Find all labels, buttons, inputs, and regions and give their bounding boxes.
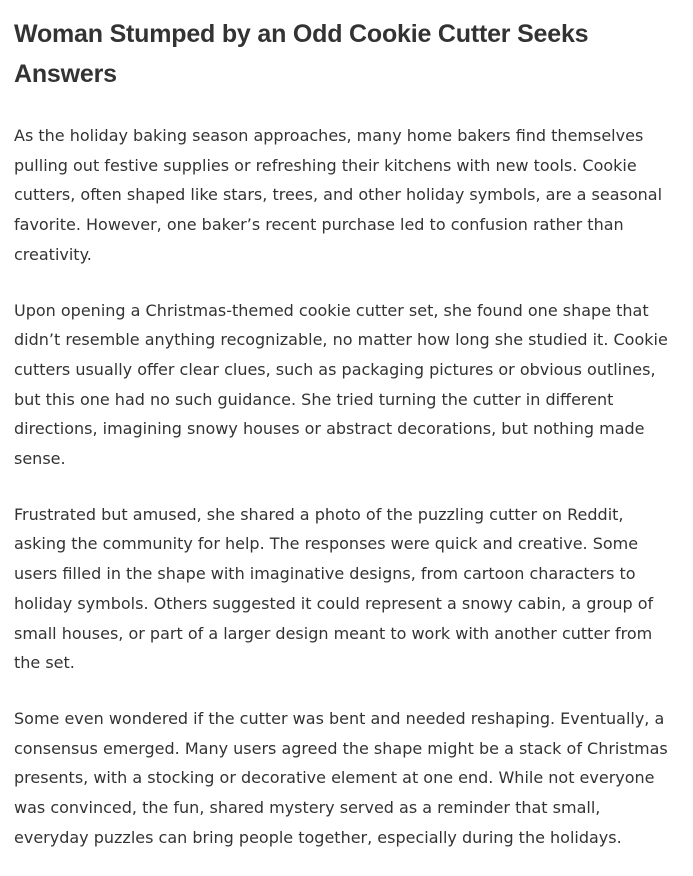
article-paragraph-4: Some even wondered if the cutter was bent and needed reshaping. Eventually, a consensus emerged. Many users agreed the shape might be a stack of Christmas presents, with a stocking or decorative element at one end. While not everyone was convinced, the fun, shared mystery served as a reminder that small, everyday puzzles can bring people together, especially during the holidays. [14,708,668,847]
article-paragraph-1: As the holiday baking season approaches, many home bakers find themselves pulling out festive supplies or refreshing their kitchens with new tools. Cookie cutters, often shaped like stars, trees, and other holiday symbols, are a seasonal favorite. However, one baker’s recent purchase led to confusion rather than creativity. [14,126,663,264]
article-paragraph-3: Frustrated but amused, she shared a photo of the puzzling cutter on Reddit, asking the community for help. The responses were quick and creative. Some users filled in the shape with imaginative designs, from cartoon characters to holiday symbols. Others suggested it could represent a snowy cabin, a group of small houses, or part of a larger design meant to work with another cutter from the set. [14,504,654,673]
article [14,14,679,852]
article-headline: Woman Stumped by an Odd Cookie Cutter Seeks Answers [14,20,589,88]
article-paragraph-2: Upon opening a Christmas-themed cookie cutter set, she found one shape that didn’t resemble anything recognizable, no matter how long she studied it. Cookie cutters usually offer clear clues, such as packaging pictures or obvious outlines, but this one had no such guidance. She tried turning the cutter in different directions, imagining snowy houses or abstract decorations, but nothing made sense. [14,300,668,469]
